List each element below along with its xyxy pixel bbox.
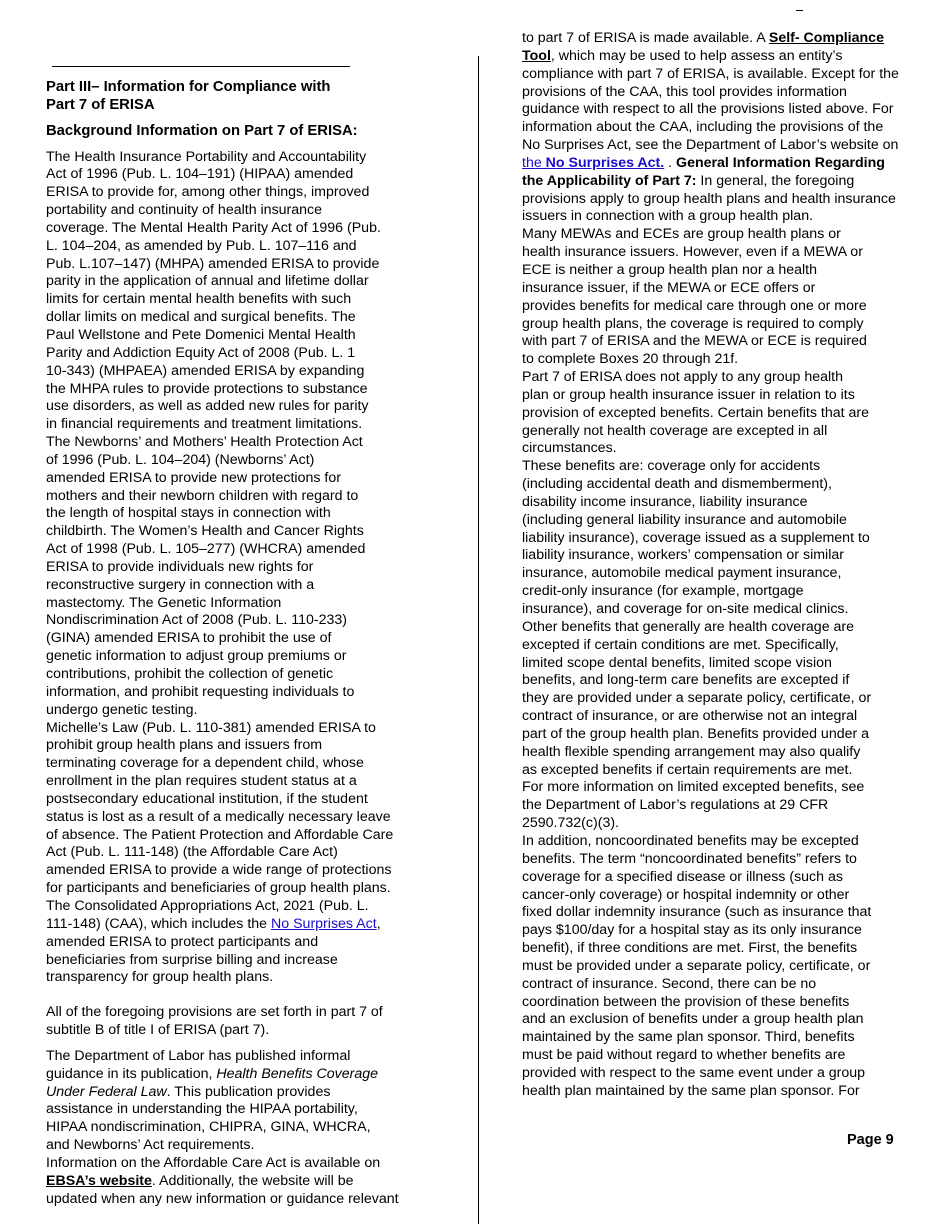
- body-text-line: of absence. The Patient Protection and Affordable Care: [46, 826, 394, 843]
- body-text-line: reconstructive surgery in connection with a: [46, 576, 315, 593]
- body-text-line: information, and prohibit requesting individuals to: [46, 683, 355, 700]
- body-text-line: The Health Insurance Portability and Accountability: [46, 148, 367, 165]
- general-info-heading: General Information Regarding: [676, 154, 885, 171]
- body-text-line: health flexible spending arrangement may also qualify: [522, 743, 861, 760]
- body-text-line: assistance in understanding the HIPAA portability,: [46, 1101, 358, 1118]
- body-text-line: must be paid without regard to whether benefits are: [522, 1047, 846, 1064]
- body-text-line: Act of 1998 (Pub. L. 105–277) (WHCRA) amended: [46, 541, 366, 558]
- body-text-line: The Newborns’ and Mothers’ Health Protection Act: [46, 434, 363, 451]
- body-text-line: guidance with respect to all the provisions listed above. For: [522, 101, 894, 118]
- body-text-line: No Surprises Act, see the Department of Labor’s website on: [522, 137, 899, 154]
- body-text-line: maintained by the same plan sponsor. Third, benefits: [522, 1029, 855, 1046]
- body-text-line: credit-only insurance (for example, mortgage: [522, 583, 804, 600]
- body-text-line: contract of insurance. Second, there can be no: [522, 975, 817, 992]
- body-text-line: cancer-only coverage) or hospital indemnity or other: [522, 886, 850, 903]
- body-text-line: group health plans, the coverage is required to comply: [522, 315, 864, 332]
- body-text-line: insurance), and coverage for on-site medical clinics.: [522, 601, 849, 617]
- body-text-line: liability insurance), coverage issued as a supplement to: [522, 529, 870, 546]
- compliance-tool-paragraph: [522, 66, 934, 155]
- body-text-line: coverage for a specified disease or illness (such as: [522, 868, 843, 885]
- body-text-line: issuers in connection with a group health plan.: [522, 208, 814, 225]
- body-text-line: Information on the Affordable Care Act is available on: [46, 1154, 381, 1171]
- body-text-line: Act of 1996 (Pub. L. 104–191) (HIPAA) amended: [46, 166, 354, 183]
- body-text-line: excepted if certain conditions are met. Specifically,: [522, 636, 839, 653]
- body-text-line: Paul Wellstone and Pete Domenici Mental Health: [46, 326, 356, 343]
- no-surprises-act-link[interactable]: No Surprises Act: [271, 915, 377, 932]
- column-divider: [478, 56, 479, 1224]
- body-text-line: in financial requirements and treatment limitations.: [46, 416, 363, 433]
- body-text-line: ECE is neither a group health plan nor a health: [522, 261, 817, 278]
- part-heading: [46, 79, 436, 115]
- body-text-line: the length of hospital stays in connection with: [46, 505, 331, 522]
- part-heading-line: Part III– Information for Compliance with: [46, 79, 331, 95]
- body-text-line: These benefits are: coverage only for accidents: [522, 458, 821, 475]
- body-text-line: Parity and Addiction Equity Act of 2008 (Pub. L. 1: [46, 344, 356, 361]
- body-text-line: plan or group health insurance issuer in relation to its: [522, 386, 855, 403]
- body-text-line: provides benefits for medical care through one or more: [522, 297, 867, 314]
- body-text-line: ERISA to provide individuals new rights for: [46, 558, 314, 575]
- body-text-line: benefit), if three conditions are met. First, the benefits: [522, 940, 858, 957]
- header-rule: [52, 66, 350, 67]
- body-text-line: provisions apply to group health plans and health insurance: [522, 190, 896, 207]
- body-text-line: insurance, automobile medical payment insurance,: [522, 565, 842, 582]
- top-dash-mark: [796, 10, 803, 11]
- publication-title: Health Benefits Coverage: [216, 1065, 379, 1082]
- body-text-line: benefits. The term “noncoordinated benefits” refers to: [522, 850, 857, 867]
- publication-title-cont: Under Federal Law: [46, 1083, 167, 1100]
- body-text-line: beneficiaries from surprise billing and increase: [46, 951, 338, 968]
- body-text-line: parity in the application of annual and lifetime dollar: [46, 273, 369, 290]
- body-text-line: Nondiscrimination Act of 2008 (Pub. L. 110-233): [46, 612, 347, 629]
- body-text-line: compliance with part 7 of ERISA, is available. Except for the: [522, 65, 899, 82]
- hipaa-paragraph-end: [46, 934, 436, 988]
- provisions-paragraph: [46, 1004, 436, 1040]
- body-text-line: with part 7 of ERISA and the MEWA or ECE is required: [522, 333, 867, 350]
- body-text-line: of 1996 (Pub. L. 104–204) (Newborns’ Act): [46, 451, 315, 468]
- body-text-line: prohibit group health plans and issuers from: [46, 737, 323, 754]
- body-text-line: childbirth. The Women’s Health and Cancer Rights: [46, 523, 364, 540]
- body-text-line: All of the foregoing provisions are set forth in part 7 of: [46, 1004, 383, 1021]
- body-text-line: ERISA to provide for, among other things, improved: [46, 184, 370, 201]
- body-text-line: Part 7 of ERISA does not apply to any group health: [522, 369, 844, 386]
- body-text-line: and an exclusion of benefits under a group health plan: [522, 1011, 864, 1028]
- body-text-line: insurance issuer, if the MEWA or ECE offers or: [522, 279, 816, 296]
- body-text-line: provisions of the CAA, this tool provides information: [522, 83, 847, 100]
- body-text-line: part of the group health plan. Benefits provided under a: [522, 725, 870, 742]
- body-text-line: portability and continuity of health insurance: [46, 202, 323, 219]
- body-text-line: Act (Pub. L. 111-148) (the Affordable Care Act): [46, 844, 338, 861]
- body-text-line: amended ERISA to protect participants and: [46, 933, 319, 950]
- body-text-line: must be provided under a separate policy, certificate, or: [522, 957, 871, 974]
- body-text-line: dollar limits on medical and surgical benefits. The: [46, 309, 356, 326]
- self-compliance-tool-link-cont[interactable]: Tool: [522, 47, 551, 64]
- hipaa-paragraph: [46, 149, 436, 916]
- body-text-line: For more information on limited excepted benefits, see: [522, 779, 865, 796]
- body-text-line: provided with respect to the same event under a group: [522, 1064, 866, 1081]
- body-text-line: mastectomy. The Genetic Information: [46, 594, 282, 611]
- body-text-line: amended ERISA to provide a wide range of protections: [46, 862, 392, 879]
- body-text-line: status is lost as a result of a medically necessary leave: [46, 808, 391, 825]
- applicability-paragraph: [522, 191, 934, 1101]
- body-text-line: fixed dollar indemnity insurance (such as insurance that: [522, 904, 872, 921]
- body-text-line: (including general liability insurance and automobile: [522, 511, 847, 528]
- body-text-line: limited scope dental benefits, limited scope vision: [522, 654, 832, 671]
- background-heading: Background Information on Part 7 of ERISA:: [46, 122, 358, 139]
- self-compliance-tool-link[interactable]: Self- Compliance: [768, 30, 884, 46]
- body-text-line: as excepted benefits if certain requirements are met.: [522, 761, 853, 778]
- body-text-line: liability insurance, workers’ compensation or similar: [522, 547, 844, 564]
- body-text-line: coverage. The Mental Health Parity Act of 1996 (Pub.: [46, 219, 381, 236]
- body-text-line: disability income insurance, liability insurance: [522, 493, 808, 510]
- body-text-line: provision of excepted benefits. Certain benefits that are: [522, 404, 870, 421]
- body-text-line: health plan maintained by the same plan sponsor. For: [522, 1082, 860, 1099]
- body-text-line: genetic information to adjust group premiums or: [46, 648, 347, 665]
- page-number: Page 9: [847, 1132, 894, 1148]
- caa-line: 111-148) (CAA), which includes the No Surprises Act,: [46, 915, 381, 932]
- body-text-line: the MHPA rules to provide protections to substance: [46, 380, 368, 397]
- body-text-line: health insurance issuers. However, even if a MEWA or: [522, 244, 863, 261]
- body-text-line: use disorders, as well as added new rules for parity: [46, 398, 369, 415]
- body-text-line: pays $100/day for a hospital stay as its only insurance: [522, 922, 862, 939]
- dol-no-surprises-link[interactable]: the No Surprises Act.: [522, 154, 665, 171]
- body-text-line: postsecondary educational institution, if the student: [46, 790, 368, 807]
- body-text-line: (including accidental death and dismemberment),: [522, 476, 832, 493]
- body-text-line: The Consolidated Appropriations Act, 2021 (Pub. L.: [46, 897, 369, 914]
- general-info-heading-cont: the Applicability of Part 7:: [522, 172, 697, 189]
- body-text-line: L. 104–204, as amended by Pub. L. 107–116 and: [46, 237, 357, 254]
- body-text-line: benefits, and long-term care benefits are excepted if: [522, 672, 850, 689]
- body-text-line: limits for certain mental health benefits with such: [46, 291, 352, 308]
- body-text-line: enrollment in the plan requires student status at a: [46, 773, 357, 790]
- body-text-line: Many MEWAs and ECEs are group health plans or: [522, 226, 841, 243]
- body-text-line: information about the CAA, including the provisions of the: [522, 119, 884, 136]
- body-text-line: terminating coverage for a dependent child, whose: [46, 755, 364, 772]
- body-text-line: circumstances.: [522, 440, 617, 457]
- part-heading-line: Part 7 of ERISA: [46, 96, 155, 113]
- right-column: to part 7 of ERISA is made available. A Self- Compliance Tool, which may be used to help assess an entity’s compliance with part 7 of ERISA, is available. Except for the provisions of the CAA, this tool provides information guidance with respect to all the provisions listed above. For information about the CAA, including the provisions of the No Surprises Act, see the Department of Labor’s website on the No Surprises Act. . General Information Regarding the Applicability of Part 7: In general, the foregoing provisions apply to group health plans and health insurance issuers in connection with a group health plan. Many MEWAs and ECEs are group health plans or health insurance issuers. However, even if a MEWA or ECE is neither a group health plan nor a health insurance issuer, if the MEWA or ECE offers or provides benefits for medical care through one or more group health plans, the coverage is required to comply with part 7 of ERISA and the MEWA or ECE is required to complete Boxes 20 through 21f. Part 7 of ERISA does not apply to any group health plan or group health insurance issuer in relation to its provision of excepted benefits. Certain benefits that are generally not health coverage are excepted in all circumstances. These benefits are: coverage only for accidents (including accidental death and dismemberment), disability income insurance, liability insurance (including general liability insurance and automobile liability insurance), coverage issued as a supplement to liability insurance, workers’ compensation or similar insurance, automobile medical payment insurance, credit-only insurance (for example, mortgage insurance), and coverage for on-site medical clinics. Other benefits that generally are health coverage are excepted if certain conditions are met. Specifically, limited scope dental benefits, limited scope vision benefits, and long-term care benefits are excepted if they are provided under a separate policy, certificate, or contract of insurance, or are otherwise not an integral part of the group health plan. Benefits provided under a health flexible spending arrangement may also qualify as excepted benefits if certain requirements are met. For more information on limited excepted benefits, see the Department of Labor’s regulations at 29 CFR 2590.732(c)(3). In addition, noncoordinated benefits may be excepted benefits. The term “noncoordinated benefits” refers to coverage for a specified disease or illness (such as cancer-only coverage) or hospital indemnity or other fixed dollar indemnity insurance (such as insurance that pays $100/day for a hospital stay as its only insurance benefit), if three conditions are met. First, the benefits must be provided under a separate policy, certificate, or contract of insurance. Second, there can be no coordination between the provision of these benefits and an exclusion of benefits under a group health plan maintained by the same plan sponsor. Third, benefits must be paid without regard to whether benefits are provided with respect to the same event under a group health plan maintained by the same plan sponsor. For: [522, 30, 934, 1101]
- guidance-paragraph: The Department of Labor has published informal guidance in its publication, Health Benefits Coverage Under Federal Law. This publication provides assistance in understanding the HIPAA portability, HIPAA nondiscrimination, CHIPRA, GINA, WHCRA, and Newborns’ Act requirements. Information on the Affordable Care Act is available on EBSA’s website. Additionally, the website will be updated when any new information or guidance relevant: [46, 1048, 436, 1209]
- body-text-line: they are provided under a separate policy, certificate, or: [522, 690, 872, 707]
- body-text-line: mothers and their newborn children with regard to: [46, 487, 359, 504]
- body-text-line: to complete Boxes 20 through 21f.: [522, 351, 739, 368]
- body-text-line: (GINA) amended ERISA to prohibit the use of: [46, 630, 332, 647]
- body-text-line: subtitle B of title I of ERISA (part 7).: [46, 1022, 270, 1039]
- body-text-line: Other benefits that generally are health coverage are: [522, 618, 855, 635]
- body-text-line: for participants and beneficiaries of group health plans.: [46, 880, 391, 897]
- body-text-line: amended ERISA to provide new protections for: [46, 469, 341, 486]
- body-text-line: In addition, noncoordinated benefits may be excepted: [522, 832, 859, 849]
- body-text-line: Pub. L.107–147) (MHPA) amended ERISA to provide: [46, 255, 380, 272]
- body-text-line: Michelle’s Law (Pub. L. 110-381) amended ERISA to: [46, 719, 376, 736]
- left-column: [46, 79, 436, 1208]
- body-text-line: the Department of Labor’s regulations at 29 CFR: [522, 797, 829, 814]
- ebsa-website-link[interactable]: EBSA’s website: [46, 1172, 152, 1189]
- body-text-line: contract of insurance, or are otherwise not an integral: [522, 708, 858, 725]
- body-text-line: generally not health coverage are excepted in all: [522, 422, 828, 439]
- body-text-line: undergo genetic testing.: [46, 701, 198, 718]
- body-text-line: coordination between the provision of these benefits: [522, 993, 850, 1010]
- body-text-line: transparency for group health plans.: [46, 969, 274, 986]
- body-text-line: contributions, prohibit the collection of genetic: [46, 666, 334, 682]
- body-text-line: 10-343) (MHPAEA) amended ERISA by expanding: [46, 362, 365, 379]
- body-text-line: 2590.732(c)(3).: [522, 815, 619, 832]
- body-text-line: HIPAA nondiscrimination, CHIPRA, GINA, WHCRA,: [46, 1119, 371, 1136]
- body-text-line: and Newborns’ Act requirements.: [46, 1137, 255, 1154]
